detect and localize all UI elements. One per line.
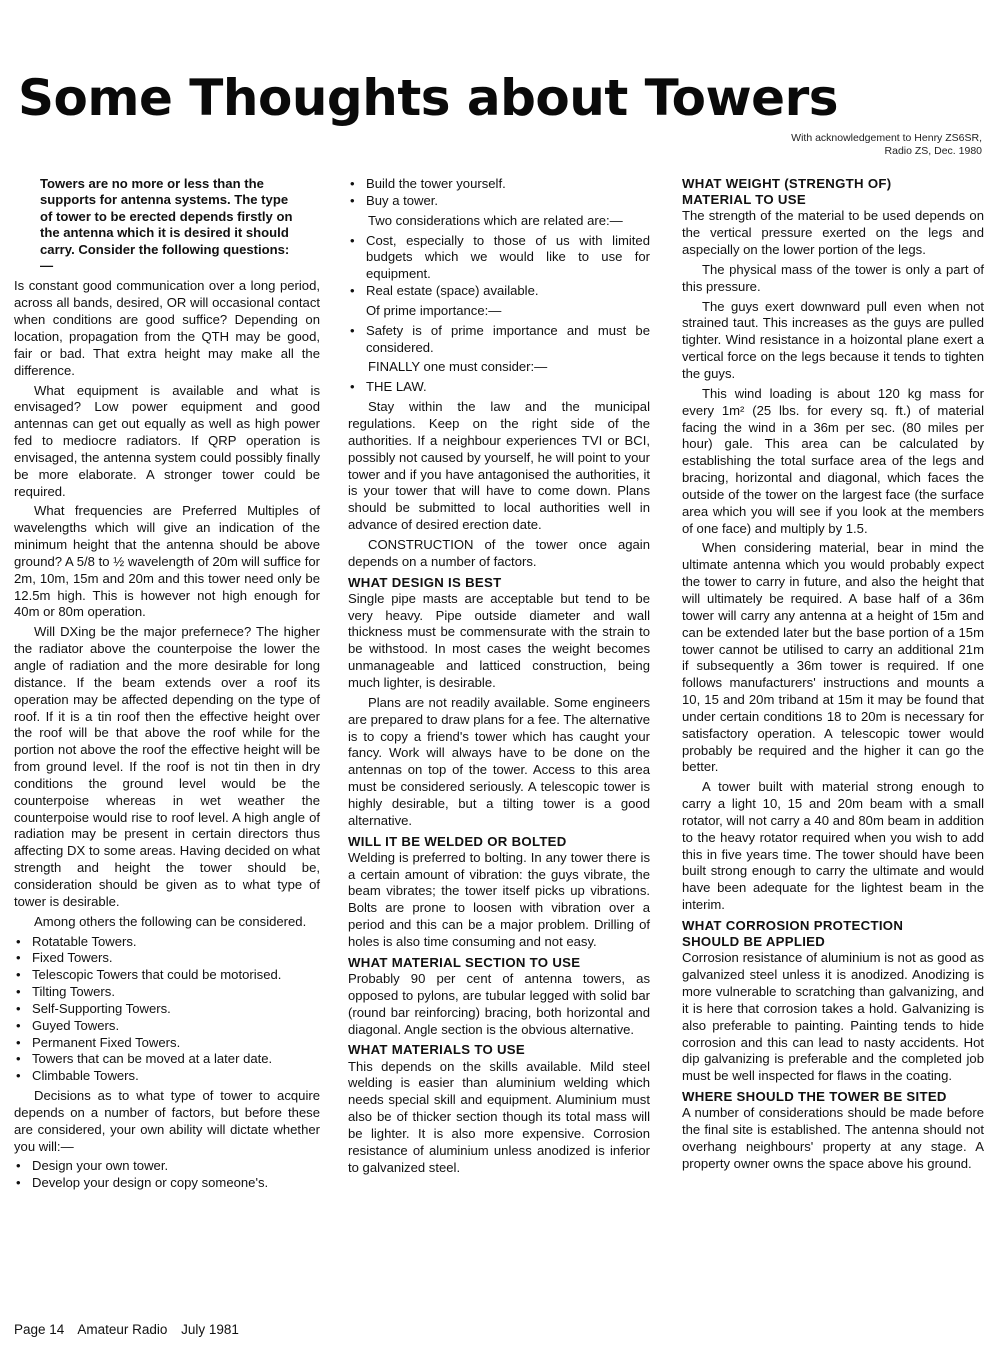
paragraph: Among others the following can be considered. [34, 913, 307, 929]
paragraph: What frequencies are Preferred Multiples of wavelengths which will give an indication of the minimum height that the antenna should be above ground? A 5/8 to ½ wavelength of 20m will suffice for 2m, 10m, 15m and 20m and this tower need only be 12.5m high. This is however not high enough for 40m or 80m operation. [14, 503, 320, 620]
column-3 [682, 176, 984, 1176]
list-item: • Buy a tower. [348, 193, 650, 210]
list-item: • Permanent Fixed Towers. [14, 1035, 320, 1052]
section-heading: WHAT MATERIALS TO USE [348, 1042, 525, 1058]
page-footer [14, 1322, 249, 1338]
section-heading: WHAT CORROSION PROTECTION SHOULD BE APPLIED [682, 918, 904, 950]
paragraph: Single pipe masts are acceptable but tend to be very heavy. Pipe outside diameter and wall thickness must be commensurate with the strain to be withstood. In most cases the weight becomes unmanageable and latticed construction, being much lighter, is desirable. [348, 590, 650, 690]
paragraph: Stay within the law and the municipal regulations. Keep on the right side of the authorities. If a neighbour experiences TVI or BCI, possibly not caused by yourself, he will point to your tower and if you have antagonised the authorities, it is your tower that will have to come down. Plans should be submitted to local authorities well in advance of desired erection date. [348, 399, 650, 533]
section-heading: WHERE SHOULD THE TOWER BE SITED [682, 1089, 947, 1105]
paragraph: The physical mass of the tower is only a part of this pressure. [682, 261, 984, 294]
paragraph: A tower built with material strong enough to carry a light 10, 15 and 20m beam with a small rotator, will not carry a 40 and 80m beam in addition to the heavy rotator required when you wish to add this in five years time. The tower should have been built strong enough to carry the ultimate and would have been adequate for the lightest beam in the interim. [682, 779, 984, 913]
acknowledgement [791, 132, 982, 158]
section-heading: WHAT MATERIAL SECTION TO USE [348, 954, 581, 970]
ability-list [14, 1158, 320, 1192]
paragraph: Of prime importance:— [366, 302, 502, 318]
paragraph: Corrosion resistance of aluminium is not as good as galvanized steel unless it is anodized. Anodizing is more vulnerable to scratching than galvanizing, and it is here that corrosion takes a hold. Galvanizing is also preferable to painting. Painting tends to hide corrosion and this can lead to nasty accidents. Hot dip galvanizing is preferable and the completed job must be well inspected for flaws in the coating. [682, 950, 984, 1084]
article-title: Some Thoughts about Towers [18, 69, 839, 127]
paragraph: Is constant good communication over a long period, across all bands, desired, OR will occasional contact when conditions are good suffice? Depending on location, propagation from the QTH may be good, fair or bad. That extra height may make all the difference. [14, 278, 320, 378]
law-list [348, 379, 650, 396]
issue-date: July 1981 [181, 1322, 239, 1337]
safety-list [348, 323, 650, 357]
list-item: • Fixed Towers. [14, 950, 320, 967]
list-item: • Real estate (space) available. [348, 283, 650, 300]
paragraph: When considering material, bear in mind the ultimate antenna which you would probably expect the tower to carry in future, and also the height that will ultimately be required. A base half of a 36m tower will carry any antenna at a height of 15m and can be extended later but the base portion of a 15m tower cannot be utilised to carry an additional 21m if subsequently a 36m tower is required. If one follows manufacturers' instructions and mounts a 10, 15 and 20m triband at 15m it may be found that under certain conditions 18 to 20m is necessary for satisfactory operation. A telescopic tower would probably be required and the higher it can go the better. [682, 540, 984, 775]
paragraph: The guys exert downward pull even when not strained taut. This increases as the guys are pulled tighter. Wind resistance in a hoizontal plane exert a vertical force on the legs because it tends to tighten the guys. [682, 298, 984, 381]
paragraph: Welding is preferred to bolting. In any tower there is a certain amount of vibration: the guys vibrate, the beam vibrates; the tower itself picks up vibrations. Bolts are prone to loosen with vibration over a period and this can be a major problem. Drilling of holes is also time consuming and not easy. [348, 849, 650, 949]
acknowledgement-line: With acknowledgement to Henry ZS6SR, [791, 132, 982, 144]
paragraph: Two considerations which are related are:— [368, 212, 623, 228]
list-item: • THE LAW. [348, 379, 650, 396]
column-2 [348, 176, 650, 1180]
list-item: • Design your own tower. [14, 1158, 320, 1175]
list-item: • Climbable Towers. [14, 1068, 320, 1085]
section-heading: WHAT DESIGN IS BEST [348, 574, 502, 590]
paragraph: Plans are not readily available. Some engineers are prepared to draw plans for a fee. The alternative is to copy a friend's tower which has caught your fancy. Work will always have to be done on the antennas on top of the tower. Access to this area must be considered seriously. A telescopic tower is highly desirable, but a tilting tower is a good alternative. [348, 694, 650, 828]
paragraph: A number of considerations should be made before the final site is established. The antenna should not overhang neighbours' property at any stage. A property owner owns the space above his ground. [682, 1105, 984, 1171]
list-item: • Tilting Towers. [14, 984, 320, 1001]
paragraph: CONSTRUCTION of the tower once again depends on a number of factors. [348, 536, 650, 569]
list-item: • Rotatable Towers. [14, 934, 320, 951]
list-item: • Self-Supporting Towers. [14, 1001, 320, 1018]
paragraph: Probably 90 per cent of antenna towers, as opposed to pylons, are tubular legged with solid bar (round bar reinforcing) bracing, both horizontal and diagonal. Angle section is the obvious alternative. [348, 971, 650, 1037]
section-heading: WILL IT BE WELDED OR BOLTED [348, 833, 567, 849]
paragraph: This wind loading is about 120 kg mass for every 1m² (25 lbs. for every sq. ft.) of material facing the wind in a 36m per sec. (80 miles per hour) gale. This area can be calculated by establishing the total surface area of the legs and bracing, horizontal and diagonal, which faces the outside of the tower on the largest face (the surface area which you will see if you look at the members of one face) and multiply by 1.5. [682, 385, 984, 536]
paragraph: Decisions as to what type of tower to acquire depends on a number of factors, but before these are considered, your own ability will dictate whether you will:— [14, 1088, 320, 1154]
list-item: • Towers that can be moved at a later date. [14, 1051, 320, 1068]
list-item: • Guyed Towers. [14, 1018, 320, 1035]
paragraph: The strength of the material to be used depends on the vertical pressure exerted on the legs and aspecially on the lower portion of the legs. [682, 208, 984, 258]
ability-list-continued [348, 176, 650, 210]
page-number: Page 14 [14, 1322, 65, 1337]
magazine-name: Amateur Radio [77, 1322, 168, 1337]
list-item: • Telescopic Towers that could be motorised. [14, 967, 320, 984]
list-item: • Safety is of prime importance and must be considered. [348, 323, 650, 357]
intro-paragraph: Towers are no more or less than the supports for antenna systems. The type of tower to be erected depends firstly on the antenna which it is desired it should carry. Consider the following questions:— [40, 176, 293, 274]
acknowledgement-source: Radio ZS, Dec. 1980 [884, 145, 982, 157]
section-heading: WHAT WEIGHT (STRENGTH OF) MATERIAL TO USE [682, 176, 892, 208]
considerations-list [348, 233, 650, 300]
paragraph: This depends on the skills available. Mild steel welding is easier than aluminium welding which needs special skill and equipment. Aluminium must also be of thicker section though its total mass will be lighter. It is also more expensive. Corrosion resistance of aluminium unless anodized is inferior to galvanized steel. [348, 1058, 650, 1175]
list-item: • Build the tower yourself. [348, 176, 650, 193]
list-item: • Cost, especially to those of us with limited budgets which we would like to use for equipment. [348, 233, 650, 284]
tower-types-list [14, 934, 320, 1086]
paragraph: FINALLY one must consider:— [368, 359, 548, 375]
paragraph: Will DXing be the major prefernece? The higher the radiator above the counterpoise the lower the angle of radiation and the more desirable for long distance. If the beam extends over a roof its operation may be affected depending on the type of roof. If it is a tin roof then the effective height over the roof will be that above the roof while for the portion not above the roof the effective height will be from ground level. If the roof is not tin then in dry conditions the ground level would be the counterpoise whereas in wet weather the counterpoise would rise to roof level. A high angle of radiation may be present in certain directors thus affecting DX to some areas. Having decided on what strength and height the tower should be, consideration should be given as to what type of tower is desirable. [14, 624, 320, 909]
paragraph: What equipment is available and what is envisaged? Low power equipment and good antennas can get out equally as well as high power fed to mediocre radiators. If QRP operation is envisaged, the antenna system could possibly finally be more elaborate. A stronger tower could be required. [14, 382, 320, 499]
list-item: • Develop your design or copy someone's. [14, 1175, 320, 1192]
column-1 [14, 176, 320, 1195]
